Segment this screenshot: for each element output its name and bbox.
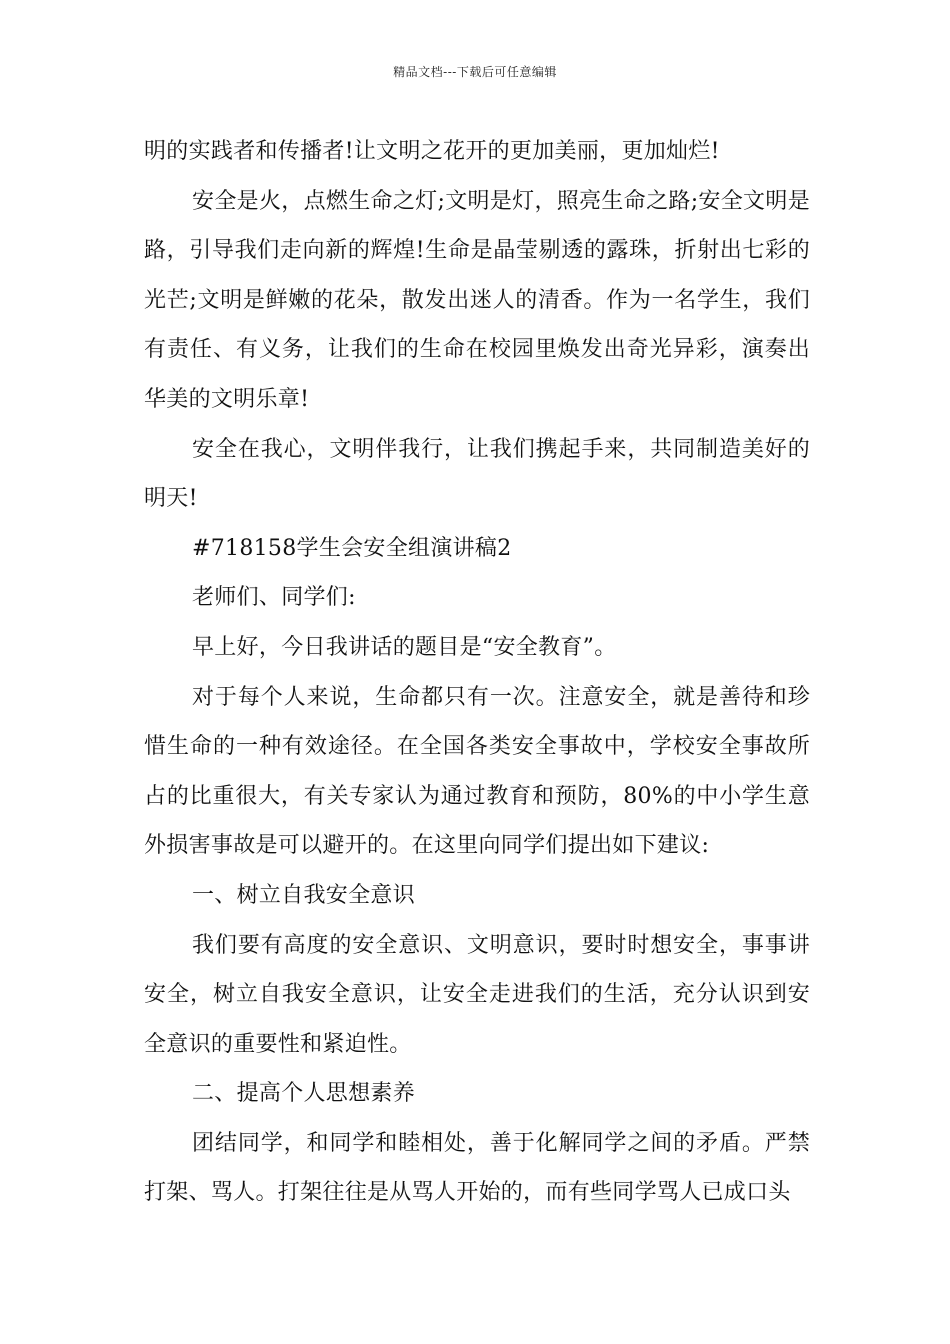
speech-title: #718158学生会安全组演讲稿2 — [192, 535, 512, 561]
salutation: 老师们、同学们: — [192, 585, 356, 611]
paragraph-safety-in-heart: 安全在我心，文明伴我行，让我们携起手来，共同制造美好的明天! — [144, 436, 810, 512]
paragraph-safety-awareness: 我们要有高度的安全意识、文明意识，要时时想安全，事事讲安全，树立自我安全意识，让安全走进我们的生活，充分认识到安全意识的重要性和紧迫性。 — [144, 932, 810, 1057]
section-heading-1: 一、树立自我安全意识 — [192, 882, 416, 908]
document-body — [144, 127, 810, 1218]
section-heading-2: 二、提高个人思想素养 — [192, 1081, 416, 1107]
greeting: 早上好，今日我讲话的题目是“安全教育”。 — [192, 634, 617, 660]
paragraph-life-once: 对于每个人来说，生命都只有一次。注意安全，就是善待和珍惜生命的一种有效途径。在全国各类安全事故中，学校安全事故所占的比重很大，有关专家认为通过教育和预防，80%的中小学生意外损害事故是可以避开的。在这里向同学们提出如下建议: — [144, 684, 810, 859]
paragraph-unity: 团结同学，和同学和睦相处，善于化解同学之间的矛盾。严禁打架、骂人。打架往往是从骂人开始的，而有些同学骂人已成口头 — [144, 1130, 810, 1206]
paragraph-safety-is-fire: 安全是火，点燃生命之灯;文明是灯，照亮生命之路;安全文明是路，引导我们走向新的辉煌!生命是晶莹剔透的露珠，折射出七彩的光芒;文明是鲜嫩的花朵，散发出迷人的清香。作为一名学生，我们有责任、有义务，让我们的生命在校园里焕发出奇光异彩，演奏出华美的文明乐章! — [144, 188, 810, 412]
paragraph-civilization-closing: 明的实践者和传播者!让文明之花开的更加美丽，更加灿烂! — [144, 139, 720, 164]
page-header: 精品文档---下载后可任意编辑 — [393, 65, 557, 79]
